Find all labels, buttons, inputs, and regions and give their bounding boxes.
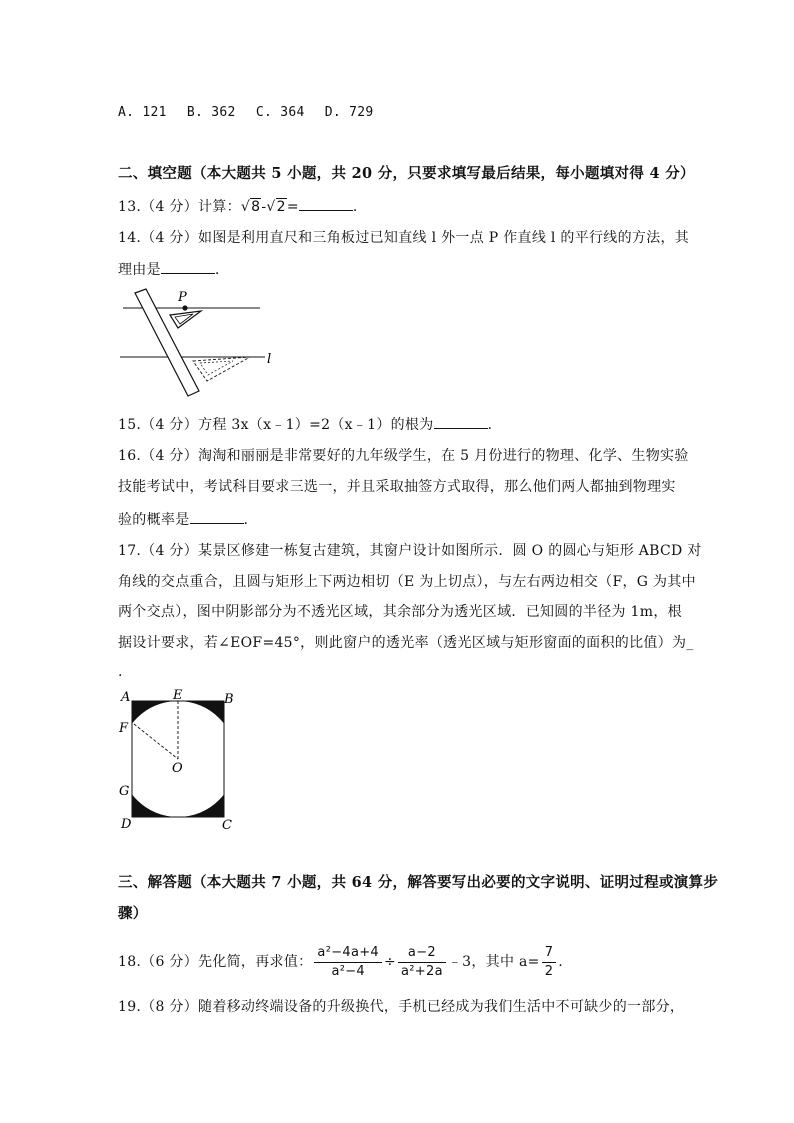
ruler-triangle-figure [115, 287, 285, 402]
sqrt-8: √8 [240, 199, 261, 215]
label-e: E [173, 688, 183, 703]
section3-heading-line1: 三、解答题（本大题共 7 小题，共 64 分，解答要写出必要的文字说明、证明过程或演算步 [118, 874, 719, 891]
label-l: l [267, 352, 272, 367]
question-18: 18.（6 分）先化简，再求值： $\frac{\text{a²−4a+4}}{\text{a²−4}}$ ÷ $\frac{a-2}{\text{a²+2a}}$ ﹣3，其中 a= $\frac{7}{2}$ . [118, 944, 564, 979]
q13-prefix: 13.（4 分）计算： [118, 199, 241, 215]
label-g: G [119, 784, 130, 799]
fraction-1: $\frac{\text{a²−4a+4}}{\text{a²−4}}$ [314, 944, 382, 981]
question-15: 15.（4 分）方程 3x（x﹣1）=2（x﹣1）的根为 . [118, 414, 492, 435]
option-b: B. 362 [186, 105, 236, 120]
label-f: F [119, 721, 129, 736]
question-19: 19.（8 分）随着移动终端设备的升级换代，手机已经成为我们生活中不可缺少的一部分， [118, 999, 685, 1015]
q16-line1: 16.（4 分）淘淘和丽丽是非常要好的九年级学生，在 5 月份进行的物理、化学、生物实验 [118, 448, 689, 464]
answer-blank [434, 414, 488, 429]
option-c: C. 364 [255, 105, 305, 120]
sqrt-2: √2 [266, 199, 286, 215]
triangle-lower-dashed [193, 357, 250, 381]
label-b: B [224, 692, 234, 707]
answer-blank [161, 259, 215, 274]
ruler [135, 289, 199, 396]
fraction-2: $\frac{a-2}{\text{a²+2a}}$ [398, 944, 446, 981]
label-p: P [178, 290, 187, 305]
q17-line2: 角线的交点重合，且圆与矩形上下两边相切（E 为上切点），与左右两边相交（F，G 为其中 [118, 574, 696, 590]
q14-line2: 理由是 . [118, 259, 220, 280]
section2-heading: 二、填空题（本大题共 5 小题，共 20 分，只要求填写最后结果，每小题填对得 4 分） [118, 165, 695, 182]
point-p [182, 305, 187, 310]
label-d: D [121, 817, 132, 832]
q13-suffix: = [286, 199, 299, 215]
label-o: O [172, 761, 183, 776]
answer-blank [299, 196, 353, 211]
q16-line3: 验的概率是 . [118, 509, 248, 530]
question-13: 13.（4 分）计算：√8-√2= . [118, 196, 358, 217]
fraction-3: $\frac{7}{2}$ [542, 944, 557, 981]
section3-heading-line2: 骤） [118, 905, 148, 922]
option-d: D. 729 [324, 105, 374, 120]
answer-blank [190, 509, 244, 524]
q17-line3: 两个交点），图中阴影部分为不透光区域，其余部分为透光区域．已知圆的半径为 1m，根 [118, 604, 682, 620]
option-a: A. 121 [118, 105, 167, 120]
q17-line5: . [118, 664, 123, 680]
q14-line1: 14.（4 分）如图是利用直尺和三角板过已知直线 l 外一点 P 作直线 l 的平行线的方法，其 [118, 230, 690, 246]
label-a: A [121, 690, 131, 705]
q17-line4: 据设计要求，若∠EOF=45°，则此窗户的透光率（透光区域与矩形窗面的面积的比值）为_ [118, 635, 694, 651]
label-c: C [222, 818, 232, 833]
q13-minus: - [261, 199, 267, 215]
window-figure [115, 688, 245, 836]
q12-options [118, 103, 385, 123]
q16-line2: 技能考试中，考试科目要求三选一，并且采取抽签方式取得，那么他们两人都抽到物理实 [118, 479, 676, 495]
q17-line1: 17.（4 分）某景区修建一栋复古建筑，其窗户设计如图所示．圆 O 的圆心与矩形 ABCD 对 [118, 543, 702, 559]
